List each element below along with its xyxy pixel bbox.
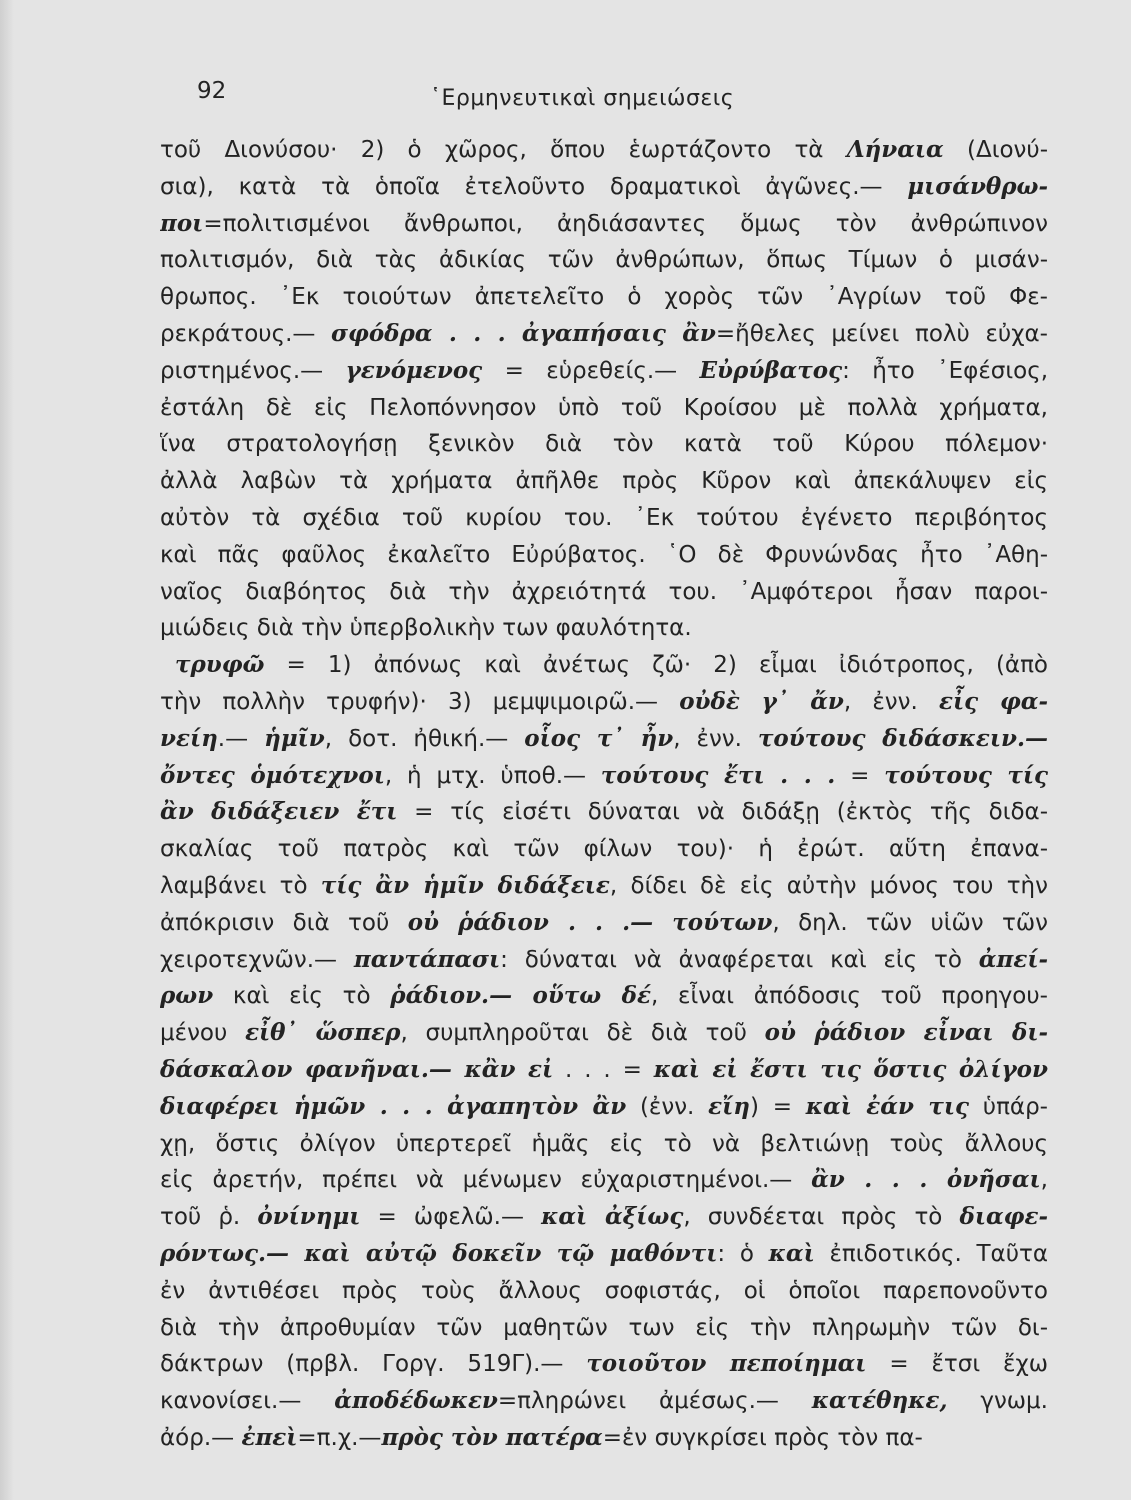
gloss-text: ἐπιδοτικός. Ταῦτα xyxy=(814,1240,1048,1267)
text-line xyxy=(160,537,1048,574)
text-line xyxy=(160,132,1048,169)
gloss-text: , εἶναι ἀπόδοσις τοῦ προηγου- xyxy=(650,983,1048,1010)
gloss-text: σια), κατὰ τὰ ὁποῖα ἐτελοῦντο δραματικοὶ ἀγῶνες.— xyxy=(160,173,908,200)
text-line xyxy=(160,1126,1048,1163)
gloss-text: ) = xyxy=(749,1093,806,1120)
gloss-text: μιώδεις διὰ τὴν ὑπερβολικὴν των φαυλότητα. xyxy=(160,615,692,642)
lemma-term: ρόντως.— καὶ αὐτῷ δοκεῖν τῷ μαθόντι xyxy=(160,1239,718,1267)
gloss-text: , δίδει δὲ εἰς αὐτὴν μόνος του τὴν xyxy=(609,872,1048,899)
page-number: 92 xyxy=(197,78,227,104)
text-line xyxy=(160,868,1048,905)
text-line xyxy=(160,279,1048,316)
lemma-term: τούτους διδάσκειν.— xyxy=(757,724,1048,752)
lemma-term: διαφέρει ἡμῶν . . . ἀγαπητὸν ἂν xyxy=(160,1092,627,1120)
gloss-text: τοῦ Διονύσου· 2) ὁ χῶρος, ὅπου ἑωρτάζοντο τὰ xyxy=(160,137,847,163)
lemma-term: οὐ ῥάδιον εἶναι δι- xyxy=(764,1019,1048,1047)
lemma-term: ῥάδιον.— οὕτω δέ xyxy=(390,982,651,1010)
gloss-text: ὑπάρ- xyxy=(969,1093,1048,1120)
gloss-text: = ἔτσι ἔχω xyxy=(866,1351,1048,1378)
text-line xyxy=(160,794,1048,831)
lemma-term: εἴη xyxy=(708,1092,750,1120)
lemma-term: δάσκαλον φανῆναι.— κἂν εἰ xyxy=(160,1055,554,1083)
lemma-term: πρὸς τὸν πατέρα xyxy=(381,1423,603,1451)
lemma-term: Λήναια xyxy=(846,136,944,163)
lemma-term: τοιοῦτον πεποίημαι xyxy=(586,1350,867,1378)
gloss-text: ἀπόκρισιν διὰ τοῦ xyxy=(160,909,408,936)
text-line xyxy=(160,500,1048,537)
lemma-term: εἶθ᾿ ὥσπερ xyxy=(245,1019,401,1047)
gloss-text: , συνδέεται πρὸς τὸ xyxy=(683,1204,960,1231)
gloss-text: , ἐνν. xyxy=(843,688,939,715)
lemma-term: ἂν διδάξειεν ἔτι xyxy=(160,798,398,826)
gloss-text: διὰ τὴν ἀπροθυμίαν τῶν μαθητῶν των εἰς τὴν πληρωμὴν τῶν δι- xyxy=(160,1314,1048,1341)
gloss-text: , δοτ. ἠθική.— xyxy=(324,725,525,752)
gloss-text: (Διονύ- xyxy=(943,137,1048,163)
gloss-text: ἵνα στρατολογήσῃ ξενικὸν διὰ τὸν κατὰ τοῦ Κύρου πόλεμον· xyxy=(160,431,1048,458)
text-line xyxy=(160,1346,1048,1383)
lemma-term: παντάπασι xyxy=(353,945,501,973)
lemma-term: γενόμενος xyxy=(345,356,483,384)
gloss-text: καὶ εἰς τὸ xyxy=(213,983,391,1010)
text-line xyxy=(160,721,1048,758)
lemma-term: ἀπεί- xyxy=(978,945,1048,973)
page-spine-shadow xyxy=(0,0,14,1500)
gloss-text: (ἐνν. xyxy=(626,1093,709,1120)
gloss-text: τὴν πολλὴν τρυφήν)· 3) μεμψιμοιρῶ.— xyxy=(160,688,680,715)
text-line xyxy=(160,1015,1048,1052)
gloss-text: ἀλλὰ λαβὼν τὰ χρήματα ἀπῆλθε πρὸς Κῦρον καὶ ἀπεκάλυψεν εἰς xyxy=(160,468,1048,495)
lemma-term: ἐπεὶ xyxy=(241,1423,298,1451)
gloss-text: = ὠφελῶ.— xyxy=(360,1204,542,1231)
gloss-text: , συμπληροῦται δὲ διὰ τοῦ xyxy=(400,1020,765,1047)
lemma-term: κατέθηκε, xyxy=(811,1387,948,1415)
gloss-text: : ὁ xyxy=(717,1240,769,1267)
gloss-text: = xyxy=(835,762,885,789)
lemma-term: καὶ ἀξίως xyxy=(541,1203,684,1231)
text-line xyxy=(160,1236,1048,1273)
text-line xyxy=(160,1383,1048,1420)
gloss-text: ρεκράτους.— xyxy=(160,320,332,347)
gloss-text: , ἡ μτχ. ὑποθ.— xyxy=(384,762,601,789)
gloss-text: = τίς εἰσέτι δύναται νὰ διδάξῃ (ἐκτὸς τῆς διδα- xyxy=(397,799,1048,826)
gloss-text: γνωμ. xyxy=(947,1388,1048,1415)
text-line xyxy=(160,610,1048,647)
text-line xyxy=(160,905,1048,942)
text-line xyxy=(160,206,1048,243)
gloss-text: σκαλίας τοῦ πατρὸς καὶ τῶν φίλων του)· ἡ ἐρώτ. αὕτη ἐπανα- xyxy=(160,836,1048,863)
lemma-term: ρων xyxy=(160,982,214,1010)
running-title: ῾Ερμηνευτικαὶ σημειώσεις xyxy=(430,86,735,111)
gloss-text: , ἐνν. xyxy=(673,725,758,752)
text-line xyxy=(160,1310,1048,1347)
text-line xyxy=(160,1162,1048,1199)
gloss-text: θρωπος. ᾿Εκ τοιούτων ἀπετελεῖτο ὁ χορὸς τῶν ᾿Αγρίων τοῦ Φε- xyxy=(160,284,1048,311)
gloss-text: εἰς ἀρετήν, πρέπει νὰ μένωμεν εὐχαριστημένοι.— xyxy=(160,1167,812,1194)
gloss-text: : ἦτο ᾿Εφέσιος, xyxy=(842,357,1048,384)
gloss-text: καὶ πᾶς φαῦλος ἐκαλεῖτο Εὐρύβατος. ῾Ο δὲ Φρυνώνδας ἦτο ᾿Αθη- xyxy=(160,541,1048,568)
gloss-text: ἐστάλη δὲ εἰς Πελοπόννησον ὑπὸ τοῦ Κροίσου μὲ πολλὰ χρήματα, xyxy=(160,394,1048,421)
gloss-text: ναῖος διαβόητος διὰ τὴν ἀχρειότητά του. ᾿Αμφότεροι ἦσαν παροι- xyxy=(160,578,1048,605)
gloss-text: δάκτρων (πρβλ. Γοργ. 519Γ).— xyxy=(160,1351,587,1378)
lemma-term: ἀποδέδωκεν xyxy=(334,1387,498,1415)
gloss-text: : δύναται νὰ ἀναφέρεται καὶ εἰς τὸ xyxy=(500,946,979,973)
lemma-term: τίς ἂν ἡμῖν διδάξειε xyxy=(320,871,610,899)
lemma-term: ἡμῖν xyxy=(264,724,325,752)
gloss-text: ριστημένος.— xyxy=(160,357,346,384)
lemma-term: καὶ εἰ ἔστι τις ὅστις ὀλίγον xyxy=(653,1055,1048,1083)
lemma-term: ὀνίνημι xyxy=(257,1203,361,1231)
text-line xyxy=(160,647,1048,684)
gloss-text: μένου xyxy=(160,1020,246,1047)
lemma-term: Εὐρύβατος xyxy=(699,356,843,384)
lemma-term: ἂν . . . ὀνῆσαι xyxy=(811,1166,1041,1194)
text-line xyxy=(160,1273,1048,1310)
lemma-term: ὄντες ὁμότεχνοι xyxy=(160,761,385,789)
text-line xyxy=(160,758,1048,795)
text-line xyxy=(160,1052,1048,1089)
gloss-text: =πληρώνει ἀμέσως.— xyxy=(497,1388,812,1415)
lemma-term: τρυφῶ xyxy=(175,651,265,679)
gloss-text: .— xyxy=(217,725,265,752)
gloss-text: =ἤθελες μείνει πολὺ εὐχα- xyxy=(715,320,1048,347)
text-line xyxy=(160,1420,1048,1457)
lemma-term: τούτους ἔτι . . . xyxy=(600,761,836,789)
gloss-text: =ἐν συγκρίσει πρὸς τὸν πα- xyxy=(602,1424,923,1451)
lemma-term: οὐδὲ γ᾿ ἄν xyxy=(679,687,844,715)
text-line xyxy=(160,390,1048,427)
gloss-text: . . . = xyxy=(553,1056,654,1083)
gloss-text: τοῦ ῥ. xyxy=(160,1204,258,1231)
lemma-term: διαφε- xyxy=(959,1203,1048,1231)
lemma-term: σφόδρα . . . ἀγαπήσαις ἂν xyxy=(331,319,716,347)
text-line xyxy=(160,316,1048,353)
lemma-term: καὶ xyxy=(768,1239,815,1267)
text-line xyxy=(160,831,1048,868)
lemma-term: οἷος τ᾿ ἦν xyxy=(524,724,674,752)
gloss-text: χῃ, ὅστις ὀλίγον ὑπερτερεῖ ἡμᾶς εἰς τὸ νὰ βελτιώνῃ τοὺς ἄλλους xyxy=(160,1130,1048,1157)
lemma-term: μισάνθρω- xyxy=(907,172,1048,200)
lemma-term: νείη xyxy=(160,724,218,752)
gloss-text: λαμβάνει τὸ xyxy=(160,872,321,899)
text-line xyxy=(160,242,1048,279)
text-line xyxy=(160,353,1048,390)
gloss-text: ἐν ἀντιθέσει πρὸς τοὺς ἄλλους σοφιστάς, οἱ ὁποῖοι παρεπονοῦντο xyxy=(160,1277,1048,1304)
text-line xyxy=(160,978,1048,1015)
gloss-text: , δηλ. τῶν υἱῶν τῶν xyxy=(772,909,1048,936)
gloss-text: αὐτὸν τὰ σχέδια τοῦ κυρίου του. ᾿Εκ τούτου ἐγένετο περιβόητος xyxy=(160,504,1048,531)
text-line xyxy=(160,169,1048,206)
gloss-text: =π.χ.— xyxy=(297,1424,382,1451)
gloss-text: , xyxy=(1040,1167,1048,1194)
text-line xyxy=(160,684,1048,721)
gloss-text: = εὑρεθείς.— xyxy=(482,357,700,384)
text-line xyxy=(160,426,1048,463)
lemma-term: εἶς φα- xyxy=(938,687,1048,715)
lemma-term: τούτους τίς xyxy=(884,761,1048,789)
text-line xyxy=(160,574,1048,611)
gloss-text: ἀόρ.— xyxy=(160,1424,242,1451)
text-line xyxy=(160,942,1048,979)
gloss-text: =πολιτισμένοι ἄνθρωποι, ἀηδιάσαντες ὅμως τὸν ἀνθρώπινον xyxy=(203,210,1048,237)
gloss-text: χειροτεχνῶν.— xyxy=(160,946,354,973)
lemma-term: ποι xyxy=(160,209,204,237)
commentary-body xyxy=(160,132,1048,1457)
gloss-text: κανονίσει.— xyxy=(160,1388,335,1415)
gloss-text: = 1) ἀπόνως καὶ ἀνέτως ζῶ· 2) εἶμαι ἰδιότροπος, (ἀπὸ xyxy=(264,652,1048,679)
lemma-term: οὐ ῥάδιον . . .— τούτων xyxy=(407,908,773,936)
text-line xyxy=(160,463,1048,500)
lemma-term: καὶ ἐάν τις xyxy=(805,1092,969,1120)
text-line xyxy=(160,1199,1048,1236)
gloss-text: πολιτισμόν, διὰ τὰς ἀδικίας τῶν ἀνθρώπων, ὅπως Τίμων ὁ μισάν- xyxy=(160,247,1048,274)
text-line xyxy=(160,1089,1048,1126)
